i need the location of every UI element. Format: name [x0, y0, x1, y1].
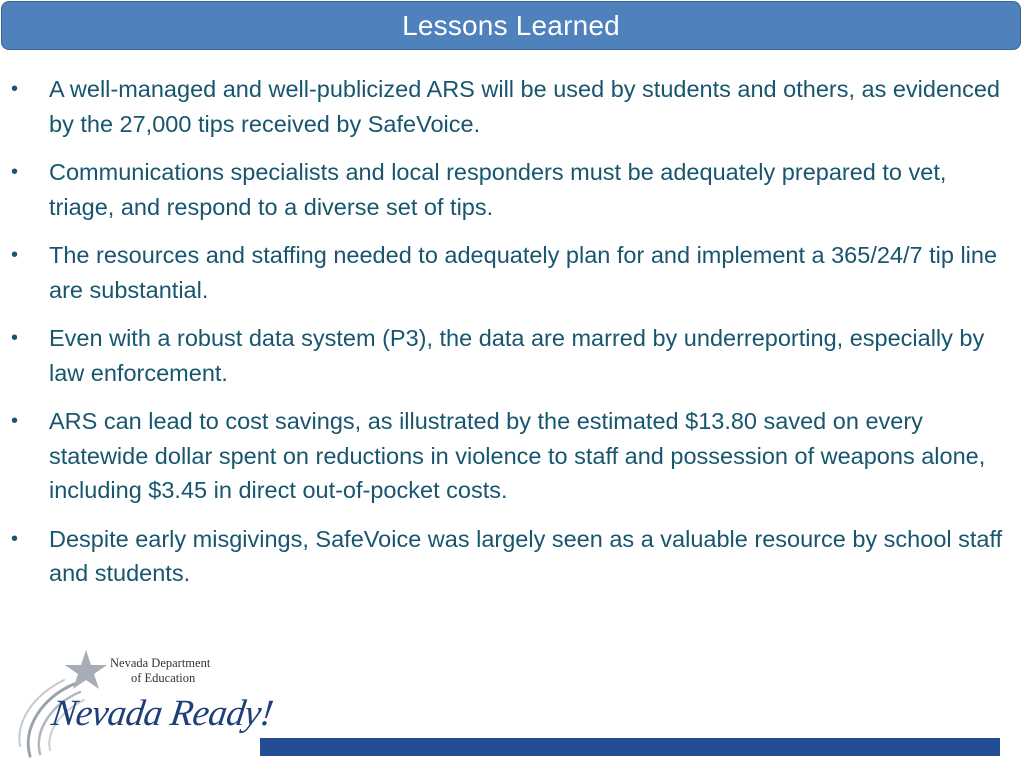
bullet-text: Communications specialists and local responders must be adequately prepared to vet, triage, and respond to a diverse set of tips.	[49, 159, 947, 220]
logo-department-line: Nevada Department	[110, 656, 211, 670]
title-bar	[1, 1, 1021, 50]
bullet-text: The resources and staffing needed to adequately plan for and implement a 365/24/7 tip line are substantial.	[49, 242, 998, 303]
footer-bar	[260, 738, 1000, 756]
bullet-marker: •	[11, 161, 19, 183]
bullet-item	[0, 155, 1024, 224]
bullet-marker: •	[11, 410, 19, 432]
bullet-text: Even with a robust data system (P3), the data are marred by underreporting, especially by law enforcement.	[49, 325, 985, 386]
bullet-text: A well-managed and well-publicized ARS will be used by students and others, as evidenced by the 27,000 tips received by SafeVoice.	[49, 76, 1001, 137]
bullet-item	[0, 404, 1024, 508]
bullet-item	[0, 238, 1024, 307]
bullet-list	[0, 72, 1024, 605]
bullet-marker: •	[11, 527, 19, 550]
bullet-item	[0, 72, 1024, 141]
bullet-text: Despite early misgivings, SafeVoice was largely seen as a valuable resource by school staff and students.	[49, 525, 1003, 586]
bullet-marker: •	[11, 327, 19, 349]
logo-script-text: Nevada Ready!	[49, 693, 276, 734]
bullet-text: ARS can lead to cost savings, as illustrated by the estimated $13.80 saved on every statewide dollar spent on reductions in violence to staff and possession of weapons alone, including $3.45 in direct out-of-pocket costs.	[49, 408, 986, 503]
nevada-ready-logo	[12, 648, 276, 763]
logo-education-line: of Education	[131, 671, 196, 685]
bullet-marker: •	[11, 244, 19, 266]
bullet-marker: •	[11, 78, 19, 100]
bullet-item	[0, 321, 1024, 390]
bullet-item	[0, 522, 1024, 591]
slide-title: Lessons Learned	[402, 9, 620, 41]
